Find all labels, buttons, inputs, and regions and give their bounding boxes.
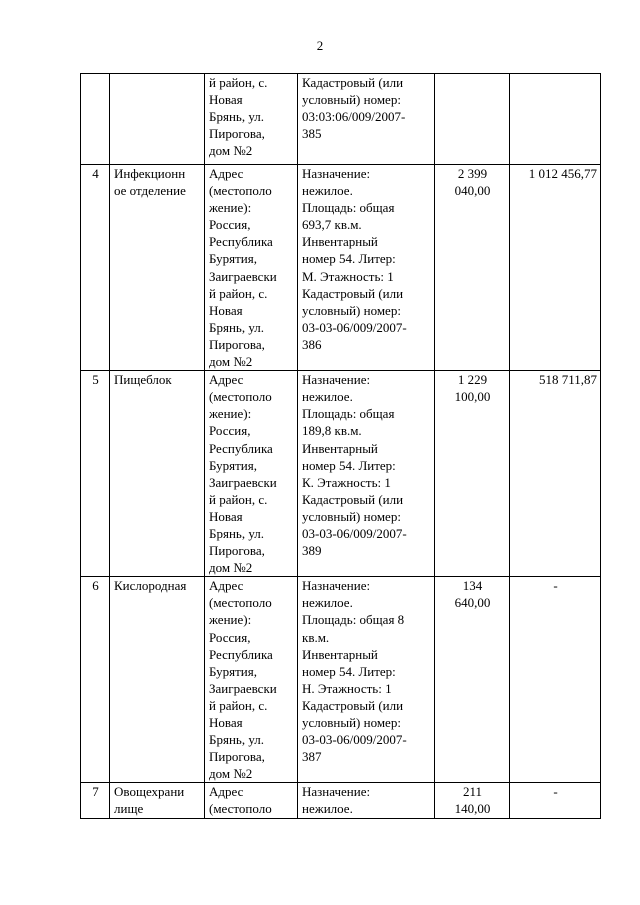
table-row [81,577,601,783]
cell-text-line: Кадастровый (или [302,285,404,301]
cell-text-line: Адрес [209,372,244,388]
cell-text-line: Назначение: [302,784,371,800]
cell-text-line: й район, с. [209,285,268,301]
description-cell [298,165,435,371]
cell-text-line: номер 54. Литер: [302,457,396,473]
cell-text-line: кв.м. [302,629,330,645]
cell-text-line: 134 [462,578,483,594]
book-value-cell [435,371,510,577]
cell-text-line: Инвентарный [302,440,378,456]
cell-text-line: Новая [209,302,243,318]
cell-text-line: Н. Этажность: 1 [302,680,392,696]
cell-text-line: Кадастровый (или [302,697,404,713]
cell-text-line: 387 [302,749,322,765]
cell-text-line: лище [114,801,144,817]
cell-text-line: 140,00 [454,801,491,817]
cell-text-line: 03:03:06/009/2007- [302,109,406,125]
cell-text-line: 389 [302,543,322,559]
cell-text-line: нежилое. [302,183,353,199]
object-name-cell [110,371,205,577]
row-number-cell [81,371,110,577]
cell-text-line: Кадастровый (или [302,491,404,507]
book-value-cell [435,577,510,783]
cell-text-line: Заиграевски [209,680,277,696]
object-name-cell [110,165,205,371]
address-cell [205,577,298,783]
cell-text-line: 693,7 кв.м. [302,217,362,233]
cell-text-line: Россия, [209,629,251,645]
cell-text-line: 2 399 [457,166,488,181]
cell-text-line: (местополо [209,183,272,199]
cell-text-line: 040,00 [454,183,491,199]
cell-text-line: (местополо [209,389,272,405]
cell-text-line: Пирогова, [209,126,265,142]
cell-text-line: дом №2 [209,560,253,576]
book-value-cell [435,74,510,165]
residual-value-cell [510,371,601,577]
cell-text-line: 211 [462,784,483,800]
cell-text-line: номер 54. Литер: [302,663,396,679]
cell-text-line: Пирогова, [209,749,265,765]
object-name-cell [110,74,205,165]
cell-text-line: Площадь: общая 8 [302,612,405,628]
cell-text: 6 [92,578,99,594]
cell-text-line: Пирогова, [209,543,265,559]
cell-text-line: жение): [209,200,252,216]
cell-text-line: нежилое. [302,389,353,405]
address-cell [205,74,298,165]
cell-text-line: 386 [302,336,322,352]
address-cell [205,165,298,371]
cell-text-line: 640,00 [454,595,491,611]
cell-text-line: Заиграевски [209,268,277,284]
cell-text-line: жение): [209,406,252,422]
cell-text: - [553,784,558,800]
cell-text-line: М. Этажность: 1 [302,268,394,284]
cell-text-line: дом №2 [209,766,253,782]
cell-text-line: Республика [209,440,273,456]
cell-text-line: жение): [209,612,252,628]
cell-text-line: Брянь, ул. [209,319,264,335]
cell-text-line: номер 54. Литер: [302,251,396,267]
cell-text: 1 012 456,77 [528,166,597,181]
cell-text-line: й район, с. [209,697,268,713]
cell-text-line: Кадастровый (или [302,75,404,90]
cell-text-line: Площадь: общая [302,406,395,422]
cell-text-line: Адрес [209,166,244,181]
row-number-cell [81,74,110,165]
table-row [81,74,601,165]
cell-text-line: Инфекционн [114,166,186,181]
cell-text-line: Новая [209,508,243,524]
book-value-cell [435,783,510,818]
cell-text-line: 03-03-06/009/2007- [302,525,407,541]
property-table-body [81,74,601,819]
book-value-cell [435,165,510,371]
cell-text: 4 [92,166,99,181]
page-number: 2 [316,38,324,53]
cell-text-line: й район, с. [209,491,268,507]
description-cell [298,74,435,165]
cell-text-line: Брянь, ул. [209,732,264,748]
cell-text-line: Овощехрани [114,784,185,800]
cell-text-line: Кислородная [114,578,187,594]
cell-text-line: Брянь, ул. [209,109,264,125]
cell-text-line: Бурятия, [209,663,257,679]
cell-text: 5 [92,372,99,388]
row-number-cell [81,783,110,818]
cell-text: - [553,578,558,594]
cell-text-line: Брянь, ул. [209,525,264,541]
cell-text-line: Адрес [209,578,244,594]
cell-text-line: дом №2 [209,143,253,159]
cell-text-line: условный) номер: [302,508,401,524]
cell-text-line: Россия, [209,423,251,439]
cell-text-line: дом №2 [209,354,253,370]
cell-text-line: (местополо [209,595,272,611]
cell-text-line: Адрес [209,784,244,800]
row-number-cell [81,577,110,783]
cell-text-line: 1 229 [457,372,488,388]
property-table [80,73,601,819]
cell-text-line: условный) номер: [302,302,401,318]
residual-value-cell [510,577,601,783]
cell-text-line: 189,8 кв.м. [302,423,362,439]
cell-text-line: Пищеблок [114,372,172,388]
cell-text-line: 100,00 [454,389,491,405]
cell-text-line: Назначение: [302,578,371,594]
cell-text-line: (местополо [209,801,272,817]
cell-text-line: нежилое. [302,801,353,817]
cell-text-line: Заиграевски [209,474,277,490]
table-row [81,165,601,371]
cell-text: 518 711,87 [538,372,597,388]
cell-text-line: 03-03-06/009/2007- [302,732,407,748]
cell-text-line: нежилое. [302,595,353,611]
cell-text-line: Новая [209,92,243,108]
object-name-cell [110,577,205,783]
cell-text-line: й район, с. [209,75,268,90]
cell-text-line: Бурятия, [209,457,257,473]
cell-text-line: Назначение: [302,372,371,388]
cell-text-line: условный) номер: [302,715,401,730]
cell-text-line: К. Этажность: 1 [302,474,391,490]
address-cell [205,783,298,818]
cell-text-line: Новая [209,715,243,730]
address-cell [205,371,298,577]
table-row [81,371,601,577]
cell-text-line: Россия, [209,217,251,233]
cell-text-line: Республика [209,234,273,250]
cell-text-line: Республика [209,646,273,662]
table-row [81,783,601,818]
cell-text: 7 [92,784,99,800]
cell-text-line: Инвентарный [302,234,378,250]
cell-text-line: 03-03-06/009/2007- [302,319,407,335]
cell-text-line: ое отделение [114,183,186,199]
residual-value-cell [510,74,601,165]
cell-text-line: Пирогова, [209,336,265,352]
cell-text-line: условный) номер: [302,92,401,108]
cell-text-line: Назначение: [302,166,371,181]
residual-value-cell [510,783,601,818]
row-number-cell [81,165,110,371]
cell-text-line: Площадь: общая [302,200,395,216]
cell-text-line: 385 [302,126,322,142]
cell-text-line: Инвентарный [302,646,378,662]
description-cell [298,577,435,783]
description-cell [298,783,435,818]
residual-value-cell [510,165,601,371]
object-name-cell [110,783,205,818]
cell-text-line: Бурятия, [209,251,257,267]
description-cell [298,371,435,577]
